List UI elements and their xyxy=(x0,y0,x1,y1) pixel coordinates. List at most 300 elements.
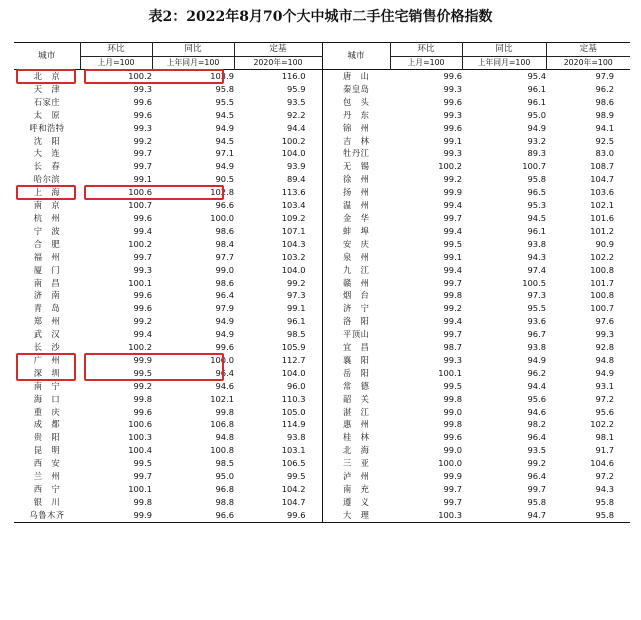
base-cell: 97.2 xyxy=(595,471,614,482)
mom-cell: 99.6 xyxy=(133,109,152,120)
city-cell: 深 圳 xyxy=(33,367,61,378)
yoy-cell: 89.3 xyxy=(527,148,546,159)
base-cell: 96.0 xyxy=(287,380,306,391)
base-cell: 95.9 xyxy=(287,83,306,94)
yoy-cell: 96.8 xyxy=(215,484,234,494)
table-row xyxy=(14,238,630,251)
yoy-cell: 103.9 xyxy=(210,71,234,81)
city-cell: 扬 州 xyxy=(322,186,390,199)
city-cell: 昆 明 xyxy=(33,445,61,456)
base-cell: 105.9 xyxy=(281,342,306,353)
base-cell: 96.2 xyxy=(595,83,614,94)
yoy-cell: 93.6 xyxy=(527,316,546,327)
mom-cell: 99.6 xyxy=(133,303,152,314)
mom-cell: 99.8 xyxy=(443,290,462,301)
mom-cell: 99.0 xyxy=(443,445,462,456)
base-cell: 104.0 xyxy=(281,148,306,159)
city-cell: 大 连 xyxy=(33,148,61,159)
city-cell: 北 海 xyxy=(322,444,390,457)
yoy-cell: 98.8 xyxy=(215,496,234,507)
table-row xyxy=(14,264,630,277)
city-cell: 宁 波 xyxy=(33,225,61,236)
yoy-cell: 96.1 xyxy=(527,83,546,94)
yoy-cell: 95.8 xyxy=(215,83,234,94)
yoy-cell: 94.5 xyxy=(215,109,234,120)
base-cell: 93.9 xyxy=(287,161,306,172)
yoy-cell: 97.3 xyxy=(527,290,546,301)
price-index-table xyxy=(14,42,630,523)
city-cell: 韶 关 xyxy=(322,393,390,406)
city-cell: 蚌 埠 xyxy=(322,225,390,238)
base-cell: 103.2 xyxy=(281,251,306,262)
header-base-right: 定基 xyxy=(546,43,630,57)
yoy-cell: 99.0 xyxy=(215,264,234,275)
mom-cell: 98.7 xyxy=(443,342,462,353)
table-row xyxy=(14,289,630,302)
yoy-cell: 90.5 xyxy=(215,174,234,185)
base-cell: 95.6 xyxy=(595,406,614,417)
yoy-cell: 98.6 xyxy=(215,277,234,288)
base-cell: 109.2 xyxy=(281,212,306,223)
subheader-base-left: 2020年=100 xyxy=(234,57,322,70)
table-row xyxy=(14,341,630,354)
header-row xyxy=(14,43,630,57)
header-mom-right: 环比 xyxy=(390,43,462,57)
yoy-cell: 94.9 xyxy=(215,122,234,133)
mom-cell: 99.1 xyxy=(443,135,462,146)
city-cell: 丹 东 xyxy=(322,109,390,122)
base-cell: 100.8 xyxy=(590,264,614,275)
base-cell: 100.2 xyxy=(281,135,306,146)
city-cell: 九 江 xyxy=(322,264,390,277)
yoy-cell: 96.7 xyxy=(527,329,546,340)
mom-cell: 99.7 xyxy=(443,212,462,223)
mom-cell: 100.1 xyxy=(128,277,152,288)
subheader-yoy-right: 上年同月=100 xyxy=(462,57,546,70)
table-title: 表2：2022年8月70个大中城市二手住宅销售价格指数 xyxy=(148,9,493,25)
table-row xyxy=(14,147,630,160)
yoy-cell: 94.9 xyxy=(215,329,234,340)
subheader-base-right: 2020年=100 xyxy=(546,57,630,70)
base-cell: 94.8 xyxy=(595,354,614,365)
base-cell: 103.4 xyxy=(281,200,306,211)
base-cell: 101.2 xyxy=(590,225,614,236)
yoy-cell: 99.2 xyxy=(527,458,546,469)
mom-cell: 99.5 xyxy=(443,238,462,249)
base-cell: 93.1 xyxy=(595,380,614,391)
mom-cell: 99.6 xyxy=(443,122,462,133)
city-cell: 唐 山 xyxy=(322,70,390,83)
city-cell: 银 川 xyxy=(33,496,61,507)
yoy-cell: 94.8 xyxy=(215,432,234,443)
mom-cell: 99.3 xyxy=(443,148,462,159)
city-cell: 泉 州 xyxy=(322,251,390,264)
yoy-cell: 94.9 xyxy=(527,354,546,365)
yoy-cell: 98.5 xyxy=(215,458,234,469)
yoy-cell: 95.0 xyxy=(215,471,234,482)
base-cell: 103.6 xyxy=(590,187,614,198)
yoy-cell: 97.7 xyxy=(215,251,234,262)
base-cell: 104.3 xyxy=(281,238,306,249)
table-row xyxy=(14,225,630,238)
city-cell: 安 庆 xyxy=(322,238,390,251)
base-cell: 93.5 xyxy=(287,96,306,107)
base-cell: 98.1 xyxy=(595,432,614,443)
table-row xyxy=(14,457,630,470)
mom-cell: 99.7 xyxy=(443,329,462,340)
city-cell: 湛 江 xyxy=(322,406,390,419)
city-cell: 贵 阳 xyxy=(33,432,61,443)
yoy-cell: 94.9 xyxy=(215,161,234,172)
base-cell: 100.7 xyxy=(590,303,614,314)
base-cell: 108.7 xyxy=(590,161,614,172)
mom-cell: 99.2 xyxy=(133,380,152,391)
city-cell: 青 岛 xyxy=(33,303,61,314)
yoy-cell: 95.5 xyxy=(215,96,234,107)
city-cell: 重 庆 xyxy=(33,406,61,417)
base-cell: 97.2 xyxy=(595,393,614,404)
city-cell: 郑 州 xyxy=(33,316,61,327)
table-row xyxy=(14,277,630,290)
yoy-cell: 93.8 xyxy=(527,238,546,249)
yoy-cell: 106.8 xyxy=(210,419,234,430)
mom-cell: 99.2 xyxy=(443,174,462,185)
city-cell: 大 理 xyxy=(322,509,390,522)
base-cell: 101.6 xyxy=(590,212,614,223)
base-cell: 101.7 xyxy=(590,277,614,288)
base-cell: 104.7 xyxy=(281,496,306,507)
city-cell: 吉 林 xyxy=(322,135,390,148)
mom-cell: 99.4 xyxy=(443,316,462,327)
base-cell: 106.5 xyxy=(281,458,306,469)
mom-cell: 99.3 xyxy=(133,122,152,133)
mom-cell: 99.7 xyxy=(133,251,152,262)
yoy-cell: 93.5 xyxy=(527,445,546,456)
yoy-cell: 102.1 xyxy=(210,393,234,404)
mom-cell: 99.7 xyxy=(133,471,152,482)
mom-cell: 99.8 xyxy=(443,419,462,430)
table-row xyxy=(14,302,630,315)
mom-cell: 99.1 xyxy=(133,174,152,185)
yoy-cell: 96.4 xyxy=(215,367,234,378)
city-cell: 岳 阳 xyxy=(322,367,390,380)
header-city-right: 城市 xyxy=(322,43,390,70)
city-cell: 太 原 xyxy=(33,109,61,120)
mom-cell: 99.3 xyxy=(443,83,462,94)
subheader-mom-right: 上月=100 xyxy=(390,57,462,70)
city-cell: 长 春 xyxy=(33,161,61,172)
table-row xyxy=(14,135,630,148)
city-cell: 包 头 xyxy=(322,96,390,109)
subheader-yoy-left: 上年同月=100 xyxy=(152,57,234,70)
mom-cell: 100.1 xyxy=(128,484,152,494)
base-cell: 99.5 xyxy=(287,471,306,482)
mom-cell: 99.2 xyxy=(133,135,152,146)
city-cell: 牡丹江 xyxy=(322,147,390,160)
yoy-cell: 93.2 xyxy=(527,135,546,146)
city-cell: 常 德 xyxy=(322,380,390,393)
yoy-cell: 94.5 xyxy=(527,212,546,223)
city-cell: 北 京 xyxy=(33,71,61,81)
mom-cell: 99.6 xyxy=(443,432,462,443)
table-row xyxy=(14,393,630,406)
city-cell: 武 汉 xyxy=(33,329,61,340)
mom-cell: 99.4 xyxy=(443,225,462,236)
yoy-cell: 97.9 xyxy=(215,303,234,314)
city-cell: 烟 台 xyxy=(322,289,390,302)
table-row xyxy=(14,509,630,522)
table-row xyxy=(14,173,630,186)
base-cell: 92.2 xyxy=(287,109,306,120)
city-cell: 厦 门 xyxy=(33,264,61,275)
city-cell: 兰 州 xyxy=(33,471,61,482)
base-cell: 94.3 xyxy=(595,484,614,494)
base-cell: 92.8 xyxy=(595,342,614,353)
base-cell: 97.3 xyxy=(287,290,306,301)
yoy-cell: 99.8 xyxy=(215,406,234,417)
base-cell: 104.6 xyxy=(590,458,614,469)
base-cell: 96.1 xyxy=(287,316,306,327)
base-cell: 104.0 xyxy=(281,264,306,275)
table-row xyxy=(14,199,630,212)
table-row xyxy=(14,96,630,109)
mom-cell: 100.3 xyxy=(128,432,152,443)
table-row xyxy=(14,354,630,367)
table-body xyxy=(14,70,630,523)
base-cell: 94.9 xyxy=(595,367,614,378)
yoy-cell: 95.6 xyxy=(527,393,546,404)
mom-cell: 99.4 xyxy=(133,225,152,236)
base-cell: 97.6 xyxy=(595,316,614,327)
base-cell: 99.1 xyxy=(287,303,306,314)
yoy-cell: 96.4 xyxy=(527,471,546,482)
base-cell: 105.0 xyxy=(281,406,306,417)
base-cell: 90.9 xyxy=(595,238,614,249)
yoy-cell: 94.4 xyxy=(527,380,546,391)
yoy-cell: 96.1 xyxy=(527,225,546,236)
yoy-cell: 100.7 xyxy=(522,161,546,172)
city-cell: 南 宁 xyxy=(33,380,61,391)
base-cell: 91.7 xyxy=(595,445,614,456)
yoy-cell: 94.9 xyxy=(215,316,234,327)
base-cell: 98.9 xyxy=(595,109,614,120)
yoy-cell: 95.8 xyxy=(527,496,546,507)
table-row xyxy=(14,109,630,122)
mom-cell: 99.4 xyxy=(443,264,462,275)
mom-cell: 99.7 xyxy=(443,484,462,494)
yoy-cell: 99.6 xyxy=(215,342,234,353)
yoy-cell: 95.8 xyxy=(527,174,546,185)
mom-cell: 99.5 xyxy=(443,380,462,391)
yoy-cell: 96.2 xyxy=(527,367,546,378)
base-cell: 112.7 xyxy=(281,354,306,365)
mom-cell: 99.3 xyxy=(133,264,152,275)
yoy-cell: 96.6 xyxy=(215,509,234,520)
mom-cell: 99.6 xyxy=(133,96,152,107)
base-cell: 113.6 xyxy=(281,187,306,198)
mom-cell: 100.2 xyxy=(128,238,152,249)
yoy-cell: 94.6 xyxy=(527,406,546,417)
table-row xyxy=(14,70,630,83)
base-cell: 102.2 xyxy=(590,419,614,430)
city-cell: 宜 昌 xyxy=(322,341,390,354)
city-cell: 西 安 xyxy=(33,458,61,469)
mom-cell: 99.6 xyxy=(443,96,462,107)
city-cell: 海 口 xyxy=(33,393,61,404)
base-cell: 114.9 xyxy=(281,419,306,430)
city-cell: 济 宁 xyxy=(322,302,390,315)
mom-cell: 100.2 xyxy=(438,161,462,172)
city-cell: 成 都 xyxy=(33,419,61,430)
city-cell: 秦皇岛 xyxy=(322,83,390,96)
base-cell: 98.5 xyxy=(287,329,306,340)
city-cell: 南 昌 xyxy=(33,277,61,288)
yoy-cell: 94.3 xyxy=(527,251,546,262)
table-row xyxy=(14,406,630,419)
city-cell: 金 华 xyxy=(322,212,390,225)
mom-cell: 100.1 xyxy=(438,367,462,378)
base-cell: 104.2 xyxy=(281,484,306,494)
base-cell: 99.6 xyxy=(287,509,306,520)
city-cell: 上 海 xyxy=(33,187,61,198)
city-cell: 乌鲁木齐 xyxy=(29,509,65,520)
mom-cell: 99.7 xyxy=(443,496,462,507)
table-row xyxy=(14,367,630,380)
yoy-cell: 96.6 xyxy=(215,200,234,211)
table-row xyxy=(14,418,630,431)
yoy-cell: 95.3 xyxy=(527,200,546,211)
base-cell: 92.5 xyxy=(595,135,614,146)
base-cell: 89.4 xyxy=(287,174,306,185)
city-cell: 石家庄 xyxy=(33,96,61,107)
city-cell: 桂 林 xyxy=(322,431,390,444)
city-cell: 锦 州 xyxy=(322,122,390,135)
mom-cell: 99.4 xyxy=(133,329,152,340)
base-cell: 83.0 xyxy=(595,148,614,159)
base-cell: 103.1 xyxy=(281,445,306,456)
city-cell: 沈 阳 xyxy=(33,135,61,146)
mom-cell: 99.3 xyxy=(443,354,462,365)
yoy-cell: 98.6 xyxy=(215,225,234,236)
yoy-cell: 97.4 xyxy=(527,264,546,275)
base-cell: 98.6 xyxy=(595,96,614,107)
yoy-cell: 94.5 xyxy=(215,135,234,146)
table-row xyxy=(14,186,630,199)
base-cell: 110.3 xyxy=(281,393,306,404)
city-cell: 杭 州 xyxy=(33,212,61,223)
base-cell: 104.0 xyxy=(281,367,306,378)
mom-cell: 100.4 xyxy=(128,445,152,456)
city-cell: 广 州 xyxy=(33,354,61,365)
yoy-cell: 94.6 xyxy=(215,380,234,391)
yoy-cell: 96.4 xyxy=(215,290,234,301)
mom-cell: 99.7 xyxy=(133,161,152,172)
table-row xyxy=(14,431,630,444)
table-row xyxy=(14,251,630,264)
city-cell: 赣 州 xyxy=(322,277,390,290)
city-cell: 西 宁 xyxy=(33,484,61,494)
city-cell: 哈尔滨 xyxy=(33,174,61,185)
header-base-left: 定基 xyxy=(234,43,322,57)
base-cell: 99.3 xyxy=(595,329,614,340)
city-cell: 徐 州 xyxy=(322,173,390,186)
table-row xyxy=(14,212,630,225)
city-cell: 三 亚 xyxy=(322,457,390,470)
mom-cell: 99.2 xyxy=(133,316,152,327)
yoy-cell: 100.8 xyxy=(210,445,234,456)
mom-cell: 99.6 xyxy=(443,71,462,81)
table-row xyxy=(14,315,630,328)
city-cell: 天 津 xyxy=(33,83,61,94)
mom-cell: 100.7 xyxy=(128,200,152,211)
mom-cell: 99.9 xyxy=(133,354,152,365)
yoy-cell: 95.0 xyxy=(527,109,546,120)
city-cell: 南 京 xyxy=(33,200,61,211)
city-cell: 呼和浩特 xyxy=(29,122,65,133)
table-row xyxy=(14,83,630,96)
mom-cell: 99.7 xyxy=(443,277,462,288)
yoy-cell: 100.5 xyxy=(522,277,546,288)
mom-cell: 100.2 xyxy=(128,342,152,353)
mom-cell: 99.9 xyxy=(443,471,462,482)
mom-cell: 99.3 xyxy=(443,109,462,120)
table-row xyxy=(14,160,630,173)
city-cell: 合 肥 xyxy=(33,238,61,249)
mom-cell: 99.8 xyxy=(443,393,462,404)
table-row xyxy=(14,470,630,483)
base-cell: 95.8 xyxy=(595,509,614,520)
city-cell: 温 州 xyxy=(322,199,390,212)
base-cell: 116.0 xyxy=(281,71,306,81)
mom-cell: 99.4 xyxy=(443,200,462,211)
yoy-cell: 98.2 xyxy=(527,419,546,430)
yoy-cell: 93.8 xyxy=(527,342,546,353)
base-cell: 97.9 xyxy=(595,71,614,81)
mom-cell: 99.6 xyxy=(133,290,152,301)
header-mom-left: 环比 xyxy=(80,43,152,57)
base-cell: 99.2 xyxy=(287,277,306,288)
mom-cell: 99.2 xyxy=(443,303,462,314)
table-row xyxy=(14,483,630,496)
header-city-left: 城市 xyxy=(38,50,56,61)
base-cell: 102.2 xyxy=(590,251,614,262)
city-cell: 泸 州 xyxy=(322,470,390,483)
city-cell: 济 南 xyxy=(33,290,61,301)
mom-cell: 100.3 xyxy=(438,509,462,520)
base-cell: 102.1 xyxy=(590,200,614,211)
yoy-cell: 96.5 xyxy=(527,187,546,198)
mom-cell: 99.6 xyxy=(133,406,152,417)
mom-cell: 99.5 xyxy=(133,367,152,378)
city-cell: 襄 阳 xyxy=(322,354,390,367)
mom-cell: 99.0 xyxy=(443,406,462,417)
yoy-cell: 96.4 xyxy=(527,432,546,443)
yoy-cell: 100.0 xyxy=(210,354,234,365)
mom-cell: 100.6 xyxy=(128,419,152,430)
yoy-cell: 102.8 xyxy=(210,187,234,198)
mom-cell: 100.2 xyxy=(128,71,152,81)
mom-cell: 99.8 xyxy=(133,496,152,507)
city-cell: 福 州 xyxy=(33,251,61,262)
base-cell: 107.1 xyxy=(281,225,306,236)
city-cell: 长 沙 xyxy=(33,342,61,353)
yoy-cell: 94.7 xyxy=(527,509,546,520)
yoy-cell: 95.4 xyxy=(527,71,546,81)
city-cell: 洛 阳 xyxy=(322,315,390,328)
yoy-cell: 94.9 xyxy=(527,122,546,133)
city-cell: 惠 州 xyxy=(322,418,390,431)
yoy-cell: 96.1 xyxy=(527,96,546,107)
